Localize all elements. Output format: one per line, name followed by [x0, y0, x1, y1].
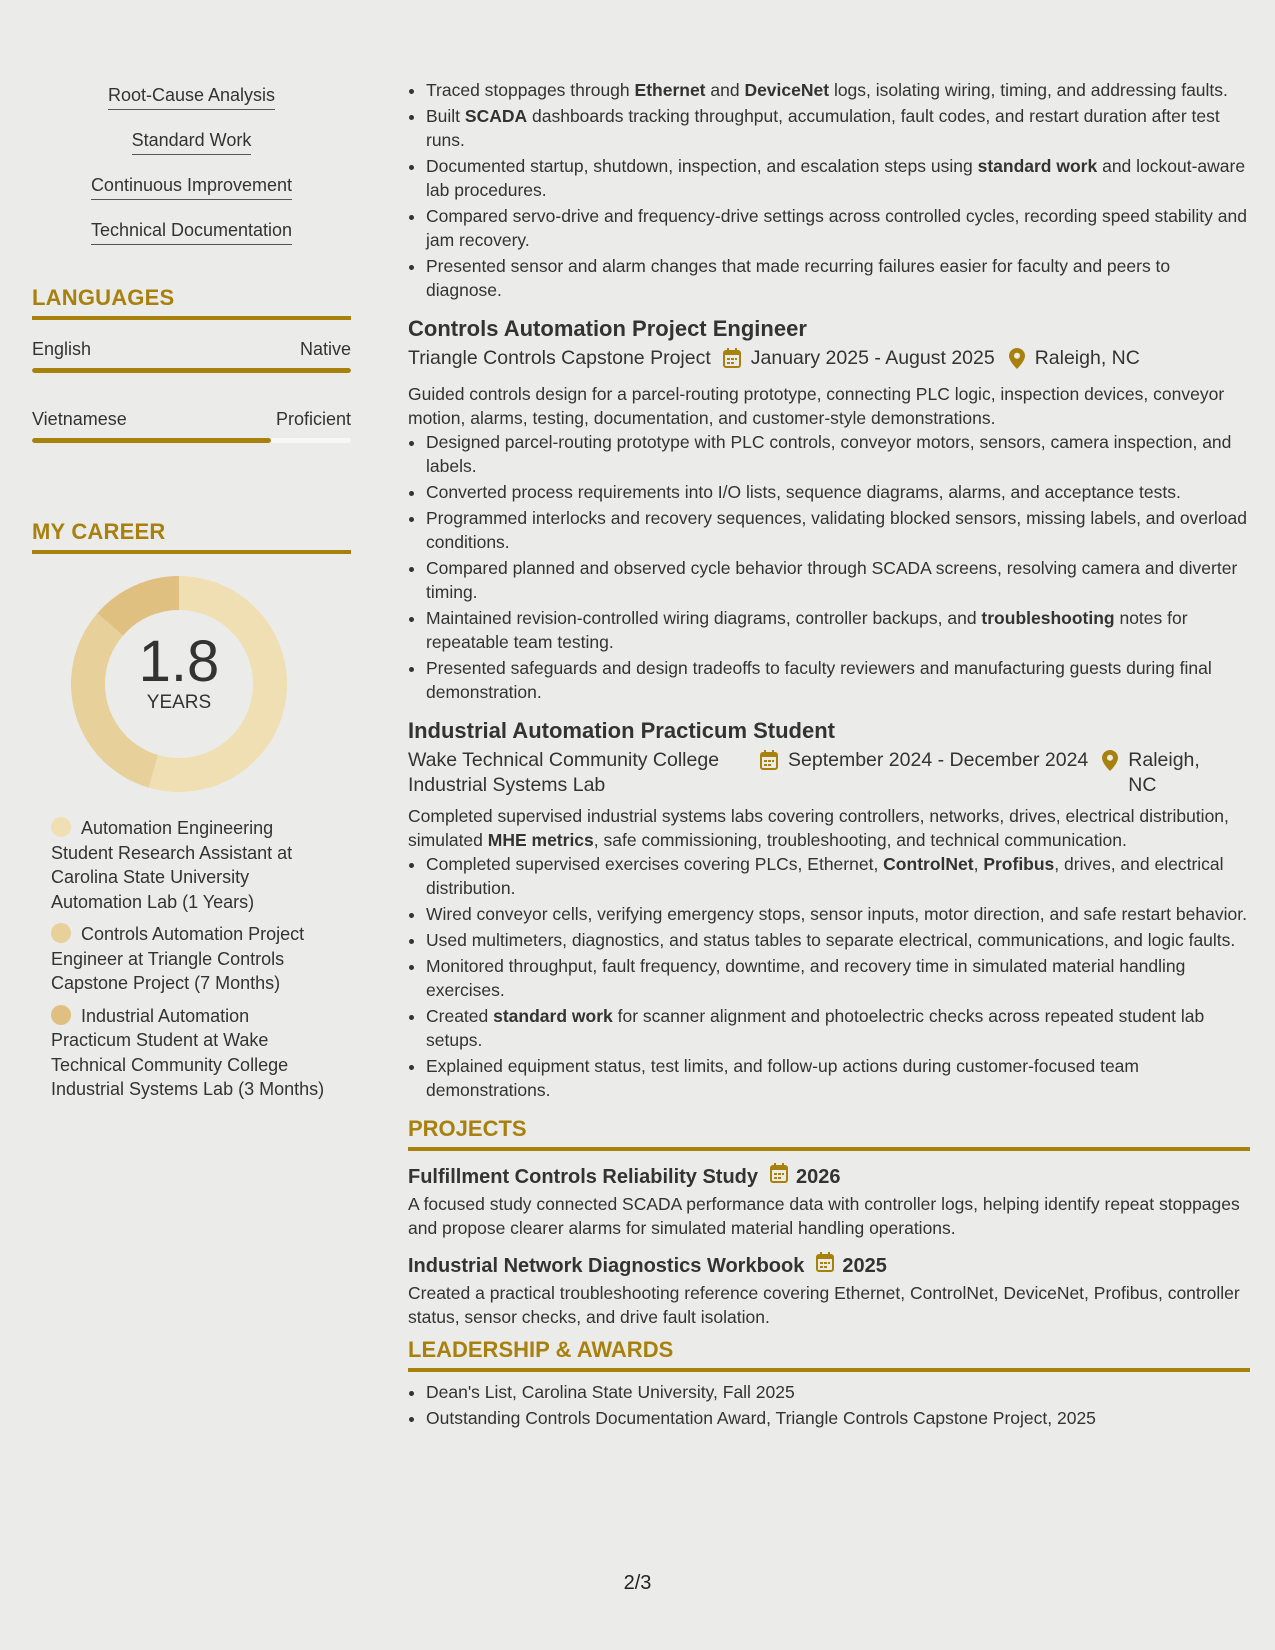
skill-item: Continuous Improvement — [91, 174, 292, 200]
career-legend-item — [51, 816, 331, 914]
main-content — [408, 78, 1250, 1432]
job-location-wrap — [1009, 346, 1140, 376]
bullet-item: • Presented sensor and alarm changes that made recurring failures easier for faculty and peers to diagnose. — [426, 254, 1250, 302]
award-item: • Dean's List, Carolina State University, Fall 2025 — [426, 1380, 1250, 1404]
legend-dot — [51, 923, 71, 943]
project-year: 2025 — [842, 1254, 887, 1277]
job-dates: September 2024 - December 2024 — [788, 749, 1089, 771]
job-location: Raleigh, NC — [1034, 347, 1140, 369]
map-pin-icon — [1009, 348, 1025, 376]
job-summary: Completed supervised industrial systems labs covering controllers, networks, drives, electrical distribution, simulated MHE metrics, safe commissioning, troubleshooting, and technical communication. — [408, 806, 1229, 850]
bullet-item: • Created standard work for scanner alignment and photoelectric checks across repeated student lab setups. — [426, 1004, 1250, 1052]
career-legend-item — [51, 1004, 331, 1102]
job-dates: January 2025 - August 2025 — [750, 347, 995, 369]
job-title: Controls Automation Project Engineer — [408, 316, 807, 341]
language-level: Proficient — [275, 409, 351, 429]
project-year: 2026 — [796, 1165, 841, 1188]
legend-label: Automation Engineering Student Research Assistant at Carolina State University Automation Lab (1 Years) — [51, 818, 293, 912]
job-meta — [408, 748, 1250, 798]
experience-bullets — [408, 78, 1250, 302]
bullet-item: • Wired conveyor cells, verifying emergency stops, sensor inputs, motor direction, and safe restart behavior. — [426, 902, 1250, 926]
project-name: Fulfillment Controls Reliability Study — [408, 1165, 759, 1188]
bullet-item: • Built SCADA dashboards tracking throughput, accumulation, fault codes, and restart duration after test runs. — [426, 104, 1250, 152]
legend-dot — [51, 817, 71, 837]
award-item: • Outstanding Controls Documentation Award, Triangle Controls Capstone Project, 2025 — [426, 1406, 1250, 1430]
job-location-wrap — [1102, 748, 1208, 798]
project-description: A focused study connected SCADA performance data with controller logs, helping identify repeat stoppages and propose clearer alarms for simulated material handling operations. — [408, 1194, 1240, 1238]
job-bullets — [408, 430, 1250, 704]
bullet-item: • Traced stoppages through Ethernet and DeviceNet logs, isolating wiring, timing, and addressing faults. — [426, 78, 1250, 102]
language-name: English — [32, 339, 92, 359]
language-level-bar — [32, 438, 351, 443]
bullet-item: • Completed supervised exercises covering PLCs, Ethernet, ControlNet, Profibus, drives, and electrical distribution. — [426, 852, 1250, 900]
legend-label: Industrial Automation Practicum Student at Wake Technical Community College Industrial Systems Lab (3 Months) — [51, 1005, 325, 1099]
career-heading: MY CAREER — [32, 519, 351, 554]
calendar-icon — [816, 1252, 834, 1279]
career-unit: YEARS — [146, 692, 212, 713]
projects-heading: PROJECTS — [408, 1116, 1250, 1151]
project-description: Created a practical troubleshooting reference covering Ethernet, ControlNet, DeviceNet, Profibus, controller status, sensor checks, and drive fault isolation. — [408, 1283, 1240, 1327]
bullet-item: • Used multimeters, diagnostics, and status tables to separate electrical, communications, and logic faults. — [426, 928, 1250, 952]
page-number: 2/3 — [623, 1572, 652, 1594]
language-level-fill — [32, 438, 271, 443]
project-title — [408, 1163, 1250, 1190]
bullet-item: • Presented safeguards and design tradeoffs to faculty reviewers and manufacturing guests during final demonstration. — [426, 656, 1250, 704]
bullet-item: • Monitored throughput, fault frequency, downtime, and recovery time in simulated material handling exercises. — [426, 954, 1250, 1002]
job-summary: Guided controls design for a parcel-routing prototype, connecting PLC logic, inspection devices, conveyor motion, alarms, testing, documentation, and customer-style demonstrations. — [408, 384, 1225, 428]
bullet-item: • Maintained revision-controlled wiring diagrams, controller backups, and troubleshooting notes for repeatable team testing. — [426, 606, 1250, 654]
job-dates-wrap — [760, 748, 1088, 777]
career-donut — [32, 554, 351, 794]
calendar-icon — [770, 1163, 788, 1190]
sidebar — [32, 84, 351, 1110]
bullet-item: • Programmed interlocks and recovery sequences, validating blocked sensors, missing labels, and overload conditions. — [426, 506, 1250, 554]
language-name: Vietnamese — [32, 409, 127, 429]
bullet-item: • Converted process requirements into I/O lists, sequence diagrams, alarms, and acceptance tests. — [426, 480, 1250, 504]
bullet-item: • Explained equipment status, test limits, and follow-up actions during customer-focused team demonstrations. — [426, 1054, 1250, 1102]
job-meta — [408, 346, 1250, 376]
skill-item: Standard Work — [132, 129, 252, 155]
legend-dot — [51, 1005, 71, 1025]
career-total: 1.8 — [138, 629, 220, 694]
bullet-item: • Documented startup, shutdown, inspection, and escalation steps using standard work and lockout-aware lab procedures. — [426, 154, 1250, 202]
calendar-icon — [760, 750, 778, 777]
skill-item: Root-Cause Analysis — [108, 84, 275, 110]
skill-item: Technical Documentation — [91, 219, 292, 245]
job-organization: Wake Technical Community College Industrial Systems Lab — [408, 749, 720, 796]
job-bullets — [408, 852, 1250, 1102]
languages-heading: LANGUAGES — [32, 285, 351, 320]
job-organization: Triangle Controls Capstone Project — [408, 347, 711, 369]
skills-list — [32, 84, 351, 264]
job-dates-wrap — [723, 346, 995, 375]
bullet-item: • Compared servo-drive and frequency-drive settings across controlled cycles, recording speed stability and jam recovery. — [426, 204, 1250, 252]
bullet-item: • Designed parcel-routing prototype with PLC controls, conveyor motors, sensors, camera inspection, and labels. — [426, 430, 1250, 478]
language-item — [32, 408, 351, 443]
language-level: Native — [299, 339, 351, 359]
leadership-list — [408, 1380, 1250, 1430]
language-level-fill — [32, 368, 351, 373]
leadership-heading: LEADERSHIP & AWARDS — [408, 1337, 1250, 1372]
job-title: Industrial Automation Practicum Student — [408, 718, 835, 743]
legend-label: Controls Automation Project Engineer at Triangle Controls Capstone Project (7 Months) — [51, 924, 305, 993]
language-item — [32, 338, 351, 373]
project-name: Industrial Network Diagnostics Workbook — [408, 1254, 805, 1277]
map-pin-icon — [1102, 750, 1118, 778]
job-location: Raleigh, NC — [1128, 749, 1200, 796]
project-title — [408, 1252, 1250, 1279]
bullet-item: • Compared planned and observed cycle behavior through SCADA screens, resolving camera and diverter timing. — [426, 556, 1250, 604]
career-legend — [32, 816, 351, 1102]
language-level-bar — [32, 368, 351, 373]
calendar-icon — [723, 348, 741, 375]
career-legend-item — [51, 922, 331, 996]
